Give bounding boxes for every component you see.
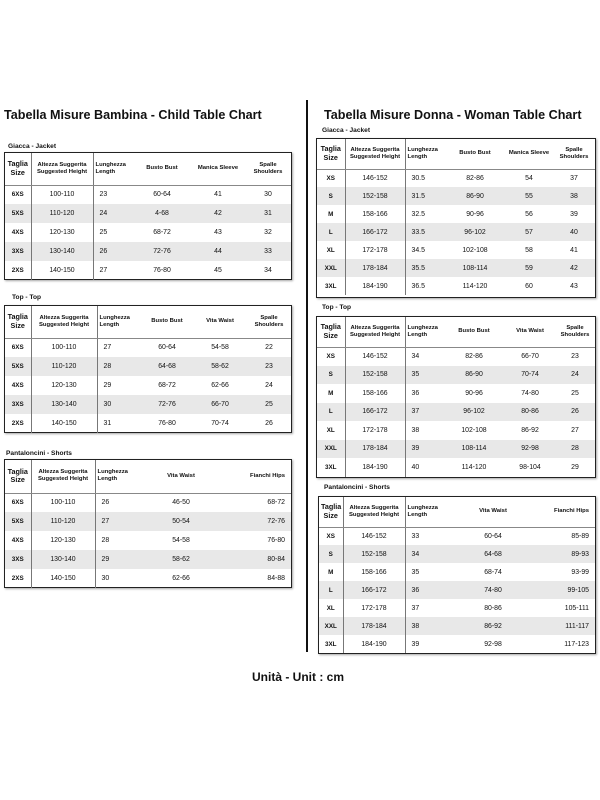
header-shoulders: Spalle Shoulders: [254, 314, 284, 328]
woman-shorts-table: [318, 496, 596, 654]
cell-length: 31: [97, 414, 141, 433]
table-row: [5, 223, 291, 242]
cell-bust: 68-72: [153, 229, 171, 236]
cell-length: 39: [405, 440, 443, 459]
cell-shoulders: 37: [570, 174, 578, 182]
cell-sleeve: 45: [214, 267, 222, 274]
table-row: [317, 347, 595, 366]
cell-sleeve: 55: [505, 187, 553, 205]
cell-shoulders: 26: [265, 420, 273, 427]
cell-length: 36.5: [405, 277, 445, 295]
cell-hips: 111-117: [535, 617, 595, 635]
cell-bust: 72-76: [133, 242, 191, 261]
header-sleeve: Manica Sleeve: [508, 150, 550, 157]
table-row: [317, 458, 595, 477]
cell-height: 110-120: [31, 512, 95, 531]
header-size: Taglia Size: [7, 159, 28, 177]
header-bust: Busto Bust: [459, 150, 491, 157]
cell-length: 27: [93, 261, 133, 280]
child-chart-title: Tabella Misure Bambina - Child Table Chart: [4, 108, 262, 122]
cell-height: 158-166: [345, 205, 405, 223]
header-shoulders: Spalle Shoulders: [559, 146, 589, 160]
cell-size: XXL: [319, 617, 343, 635]
cell-size: L: [319, 581, 343, 599]
cell-length: 30.5: [405, 169, 445, 187]
cell-size: XXL: [317, 440, 345, 459]
cell-waist: 92-98: [484, 640, 502, 648]
cell-shoulders: 38: [553, 187, 595, 205]
cell-length: 27: [97, 338, 141, 357]
cell-height: 140-150: [31, 414, 97, 433]
header-length: Lunghezza Length: [99, 314, 130, 328]
woman-shorts-title: Pantaloncini - Shorts: [324, 484, 390, 491]
cell-length: 35.5: [405, 259, 445, 277]
cell-shoulders: 22: [265, 344, 273, 352]
cell-height: 152-158: [345, 187, 405, 205]
woman-jacket-table: [316, 138, 596, 298]
cell-length: 33.5: [405, 223, 445, 241]
cell-bust: 76-80: [153, 267, 171, 274]
header-size: Taglia Size: [320, 144, 341, 162]
cell-waist: 62-66: [172, 575, 190, 582]
cell-height: 110-120: [31, 357, 97, 376]
cell-bust: 108-114: [445, 259, 505, 277]
table-row: [5, 569, 291, 588]
cell-bust: 114-120: [462, 282, 488, 290]
cell-waist: 60-64: [484, 532, 502, 540]
header-size: Taglia Size: [7, 312, 28, 330]
header-size: Taglia Size: [7, 466, 28, 485]
cell-sleeve: 54: [525, 174, 533, 182]
cell-bust: 68-72: [158, 382, 176, 389]
cell-length: 24: [93, 204, 133, 223]
cell-length: 35: [405, 563, 451, 581]
table-row: [317, 366, 595, 385]
cell-size: 3XL: [324, 463, 337, 471]
cell-waist: 98-104: [519, 463, 541, 471]
cell-height: 184-190: [343, 635, 405, 653]
cell-waist: 80-86: [484, 604, 502, 612]
cell-shoulders: 43: [570, 282, 578, 290]
cell-waist: 70-74: [505, 366, 555, 385]
cell-hips: 84-88: [267, 575, 285, 582]
cell-hips: 85-89: [571, 532, 589, 540]
cell-height: 100-110: [31, 185, 93, 204]
cell-height: 158-166: [343, 563, 405, 581]
unit-label: Unità - Unit : cm: [252, 670, 344, 684]
cell-length: 25: [93, 223, 133, 242]
cell-size: 2XS: [11, 575, 24, 582]
cell-length: 30: [97, 395, 141, 414]
cell-bust: 64-68: [141, 357, 193, 376]
cell-hips: 72-76: [219, 512, 291, 531]
header-height: Altezza Suggerita Suggested Height: [349, 146, 401, 160]
cell-height: 166-172: [345, 223, 405, 241]
table-header-row: [5, 460, 291, 493]
cell-waist: 50-54: [143, 512, 219, 531]
cell-length: 31.5: [405, 187, 445, 205]
cell-size: 3XS: [5, 550, 31, 569]
cell-length: 30: [95, 569, 143, 588]
table-header-row: [5, 306, 291, 338]
cell-waist: 64-68: [451, 545, 535, 563]
table-row: [5, 242, 291, 261]
cell-shoulders: 40: [553, 223, 595, 241]
cell-shoulders: 23: [571, 353, 579, 360]
cell-size: M: [328, 210, 334, 218]
cell-length: 28: [97, 357, 141, 376]
cell-height: 140-150: [31, 261, 93, 280]
cell-length: 33: [405, 527, 451, 545]
table-row: [5, 357, 291, 376]
cell-shoulders: 31: [245, 204, 291, 223]
cell-height: 152-158: [343, 545, 405, 563]
child-jacket-title: Giacca - Jacket: [8, 143, 57, 150]
cell-bust: 60-64: [153, 191, 171, 199]
cell-size: M: [328, 568, 334, 576]
table-row: [5, 338, 291, 357]
cell-height: 130-140: [31, 550, 95, 569]
cell-bust: 86-90: [445, 187, 505, 205]
cell-size: S: [317, 366, 345, 385]
cell-size: XL: [326, 426, 335, 434]
cell-sleeve: 59: [505, 259, 553, 277]
cell-shoulders: 33: [245, 242, 291, 261]
table-row: [317, 421, 595, 440]
cell-hips: 80-84: [219, 550, 291, 569]
cell-length: 38: [405, 421, 443, 440]
cell-bust: 90-96: [465, 389, 483, 397]
child-top-table: [4, 305, 292, 433]
header-bust: Busto Bust: [458, 328, 490, 335]
cell-length: 37: [405, 599, 451, 617]
cell-height: 120-130: [31, 223, 93, 242]
cell-bust: 60-64: [158, 344, 176, 352]
cell-size: XXL: [317, 259, 345, 277]
cell-height: 120-130: [31, 376, 97, 395]
table-row: [319, 617, 595, 635]
table-row: [317, 241, 595, 259]
cell-bust: 102-108: [462, 246, 488, 254]
cell-hips: 117-123: [564, 640, 589, 648]
cell-hips: 68-72: [267, 499, 285, 507]
header-hips: Fianchi Hips: [249, 472, 285, 479]
child-shorts-table: [4, 459, 292, 588]
header-length: Lunghezza Length: [407, 324, 438, 338]
cell-bust: 102-108: [461, 426, 487, 434]
cell-size: 2XS: [11, 420, 24, 427]
cell-shoulders: 32: [264, 229, 272, 236]
cell-hips: 93-99: [571, 568, 589, 576]
cell-length: 27: [95, 512, 143, 531]
cell-height: 178-184: [343, 617, 405, 635]
cell-shoulders: 29: [571, 463, 579, 471]
cell-shoulders: 39: [570, 210, 578, 218]
header-shoulders: Spalle Shoulders: [253, 161, 283, 175]
cell-size: 6XS: [11, 191, 24, 199]
table-row: [5, 512, 291, 531]
cell-size: 3XL: [324, 282, 337, 290]
cell-bust: 96-102: [445, 223, 505, 241]
table-row: [317, 403, 595, 422]
cell-sleeve: 60: [525, 282, 533, 290]
cell-height: 166-172: [343, 581, 405, 599]
cell-waist: 66-70: [193, 395, 247, 414]
cell-length: 23: [93, 185, 133, 204]
table-row: [5, 395, 291, 414]
cell-size: XS: [326, 532, 335, 540]
cell-size: L: [317, 403, 345, 422]
table-row: [319, 527, 595, 545]
cell-sleeve: 58: [525, 246, 533, 254]
cell-bust: 86-90: [443, 366, 505, 385]
cell-shoulders: 34: [264, 267, 272, 274]
header-height: Altezza Suggerita Suggested Height: [36, 161, 88, 175]
cell-height: 100-110: [31, 338, 97, 357]
child-top-title: Top - Top: [12, 294, 42, 301]
cell-waist: 46-50: [172, 499, 190, 507]
woman-top-title: Top - Top: [322, 304, 352, 311]
cell-sleeve: 43: [214, 229, 222, 236]
cell-height: 172-178: [345, 421, 405, 440]
table-row: [5, 204, 291, 223]
cell-hips: 76-80: [267, 537, 285, 544]
cell-length: 29: [97, 376, 141, 395]
cell-shoulders: 30: [264, 191, 272, 199]
table-row: [317, 384, 595, 403]
table-row: [5, 185, 291, 204]
cell-length: 34: [405, 347, 443, 366]
woman-chart-title: Tabella Misure Donna - Woman Table Chart: [324, 108, 582, 122]
cell-waist: 58-62: [193, 357, 247, 376]
header-size: Taglia Size: [320, 322, 341, 340]
table-row: [319, 635, 595, 653]
header-shoulders: Spalle Shoulders: [560, 324, 590, 338]
cell-size: 4XS: [11, 537, 24, 544]
table-row: [5, 261, 291, 280]
header-height: Altezza Suggerita Suggested Height: [38, 314, 90, 328]
cell-length: 37: [405, 403, 443, 422]
cell-height: 184-190: [345, 277, 405, 295]
cell-length: 39: [405, 635, 451, 653]
table-row: [317, 205, 595, 223]
cell-size: L: [317, 223, 345, 241]
cell-waist: 92-98: [505, 440, 555, 459]
table-row: [317, 169, 595, 187]
cell-waist: 58-62: [143, 550, 219, 569]
child-jacket-table: [4, 152, 292, 280]
cell-bust: 4-68: [133, 204, 191, 223]
cell-height: 172-178: [345, 241, 405, 259]
cell-sleeve: 42: [191, 204, 245, 223]
cell-waist: 54-58: [211, 344, 229, 352]
cell-length: 34: [405, 545, 451, 563]
cell-waist: 70-74: [211, 420, 229, 427]
cell-height: 130-140: [31, 395, 97, 414]
cell-height: 178-184: [345, 440, 405, 459]
woman-jacket-title: Giacca - Jacket: [322, 127, 371, 134]
header-bust: Busto Bust: [151, 318, 183, 325]
header-height: Altezza Suggerita Suggested Height: [349, 324, 401, 338]
cell-size: 3XS: [5, 395, 31, 414]
table-row: [317, 223, 595, 241]
cell-shoulders: 24: [265, 382, 273, 389]
cell-length: 34.5: [405, 241, 445, 259]
cell-waist: 66-70: [521, 353, 539, 360]
table-row: [317, 187, 595, 205]
cell-length: 36: [405, 581, 451, 599]
table-row: [319, 563, 595, 581]
cell-height: 152-158: [345, 366, 405, 385]
cell-waist: 68-74: [484, 568, 502, 576]
cell-waist: 74-80: [521, 389, 539, 397]
cell-hips: 89-93: [535, 545, 595, 563]
cell-height: 146-152: [345, 347, 405, 366]
cell-size: 4XS: [11, 229, 24, 236]
cell-size: XL: [326, 604, 335, 612]
cell-size: XS: [326, 174, 335, 182]
cell-size: 3XS: [5, 242, 31, 261]
cell-shoulders: 42: [553, 259, 595, 277]
woman-top-table: [316, 316, 596, 478]
header-waist: Vita Waist: [516, 328, 544, 335]
cell-waist: 86-92: [521, 426, 539, 434]
header-length: Lunghezza Length: [95, 161, 126, 175]
table-row: [317, 440, 595, 459]
cell-length: 32.5: [405, 205, 445, 223]
header-size: Taglia Size: [321, 502, 342, 520]
cell-waist: 86-92: [451, 617, 535, 635]
cell-height: 158-166: [345, 384, 405, 403]
table-row: [5, 414, 291, 433]
cell-height: 184-190: [345, 458, 405, 477]
cell-length: 36: [405, 384, 443, 403]
header-length: Lunghezza Length: [407, 504, 438, 518]
cell-shoulders: 41: [570, 246, 578, 254]
cell-shoulders: 26: [555, 403, 595, 422]
cell-sleeve: 57: [505, 223, 553, 241]
header-sleeve: Manica Sleeve: [197, 165, 239, 172]
cell-height: 130-140: [31, 242, 93, 261]
table-row: [5, 493, 291, 512]
cell-size: S: [317, 187, 345, 205]
cell-size: 5XS: [5, 204, 31, 223]
cell-shoulders: 23: [247, 357, 291, 376]
table-row: [317, 277, 595, 295]
cell-bust: 82-86: [466, 174, 484, 182]
cell-shoulders: 27: [571, 426, 579, 434]
cell-waist: 74-80: [451, 581, 535, 599]
cell-length: 40: [405, 458, 443, 477]
cell-sleeve: 44: [191, 242, 245, 261]
cell-size: 5XS: [5, 357, 31, 376]
header-length: Lunghezza Length: [407, 146, 438, 160]
cell-size: 2XS: [11, 267, 24, 274]
cell-length: 38: [405, 617, 451, 635]
table-header-row: [319, 497, 595, 527]
cell-height: 178-184: [345, 259, 405, 277]
table-row: [317, 259, 595, 277]
table-row: [319, 545, 595, 563]
cell-bust: 90-96: [466, 210, 484, 218]
cell-height: 120-130: [31, 531, 95, 550]
cell-hips: 99-105: [535, 581, 595, 599]
cell-bust: 76-80: [158, 420, 176, 427]
cell-shoulders: 24: [555, 366, 595, 385]
cell-shoulders: 25: [571, 389, 579, 397]
cell-bust: 72-76: [141, 395, 193, 414]
header-waist: Vita Waist: [479, 508, 507, 515]
cell-bust: 114-120: [461, 463, 487, 471]
cell-size: 3XL: [324, 640, 337, 648]
cell-length: 29: [95, 550, 143, 569]
cell-size: XL: [326, 246, 335, 254]
table-header-row: [317, 317, 595, 347]
header-waist: Vita Waist: [206, 318, 234, 325]
cell-height: 140-150: [31, 569, 95, 588]
table-header-row: [5, 153, 291, 185]
cell-sleeve: 56: [525, 210, 533, 218]
header-length: Lunghezza Length: [97, 469, 128, 483]
table-row: [5, 376, 291, 395]
cell-size: S: [319, 545, 343, 563]
cell-size: 4XS: [11, 382, 24, 389]
header-hips: Fianchi Hips: [553, 508, 589, 515]
child-shorts-title: Pantaloncini - Shorts: [6, 450, 72, 457]
cell-bust: 96-102: [443, 403, 505, 422]
header-waist: Vita Waist: [167, 472, 195, 479]
column-divider: [306, 100, 308, 652]
cell-size: 6XS: [11, 499, 24, 507]
cell-length: 26: [95, 493, 143, 512]
header-height: Altezza Suggerita Suggested Height: [37, 469, 89, 483]
cell-length: 35: [405, 366, 443, 385]
cell-height: 146-152: [345, 169, 405, 187]
table-row: [5, 550, 291, 569]
cell-shoulders: 28: [555, 440, 595, 459]
cell-bust: 108-114: [443, 440, 505, 459]
cell-sleeve: 41: [214, 191, 222, 199]
table-header-row: [317, 139, 595, 169]
cell-height: 110-120: [31, 204, 93, 223]
cell-length: 28: [95, 531, 143, 550]
header-height: Altezza Suggerita Suggested Height: [348, 504, 400, 518]
cell-shoulders: 25: [247, 395, 291, 414]
table-row: [319, 599, 595, 617]
cell-size: M: [328, 389, 334, 397]
cell-bust: 82-86: [465, 353, 483, 360]
header-bust: Busto Bust: [146, 165, 178, 172]
cell-size: 5XS: [5, 512, 31, 531]
cell-length: 26: [93, 242, 133, 261]
cell-size: 6XS: [11, 344, 24, 352]
cell-size: XS: [326, 353, 335, 360]
cell-height: 172-178: [343, 599, 405, 617]
table-row: [5, 531, 291, 550]
cell-height: 146-152: [343, 527, 405, 545]
cell-height: 166-172: [345, 403, 405, 422]
table-row: [319, 581, 595, 599]
cell-height: 100-110: [31, 493, 95, 512]
cell-waist: 80-86: [505, 403, 555, 422]
cell-hips: 105-111: [564, 604, 589, 612]
cell-waist: 54-58: [172, 537, 190, 544]
cell-waist: 62-66: [211, 382, 229, 389]
